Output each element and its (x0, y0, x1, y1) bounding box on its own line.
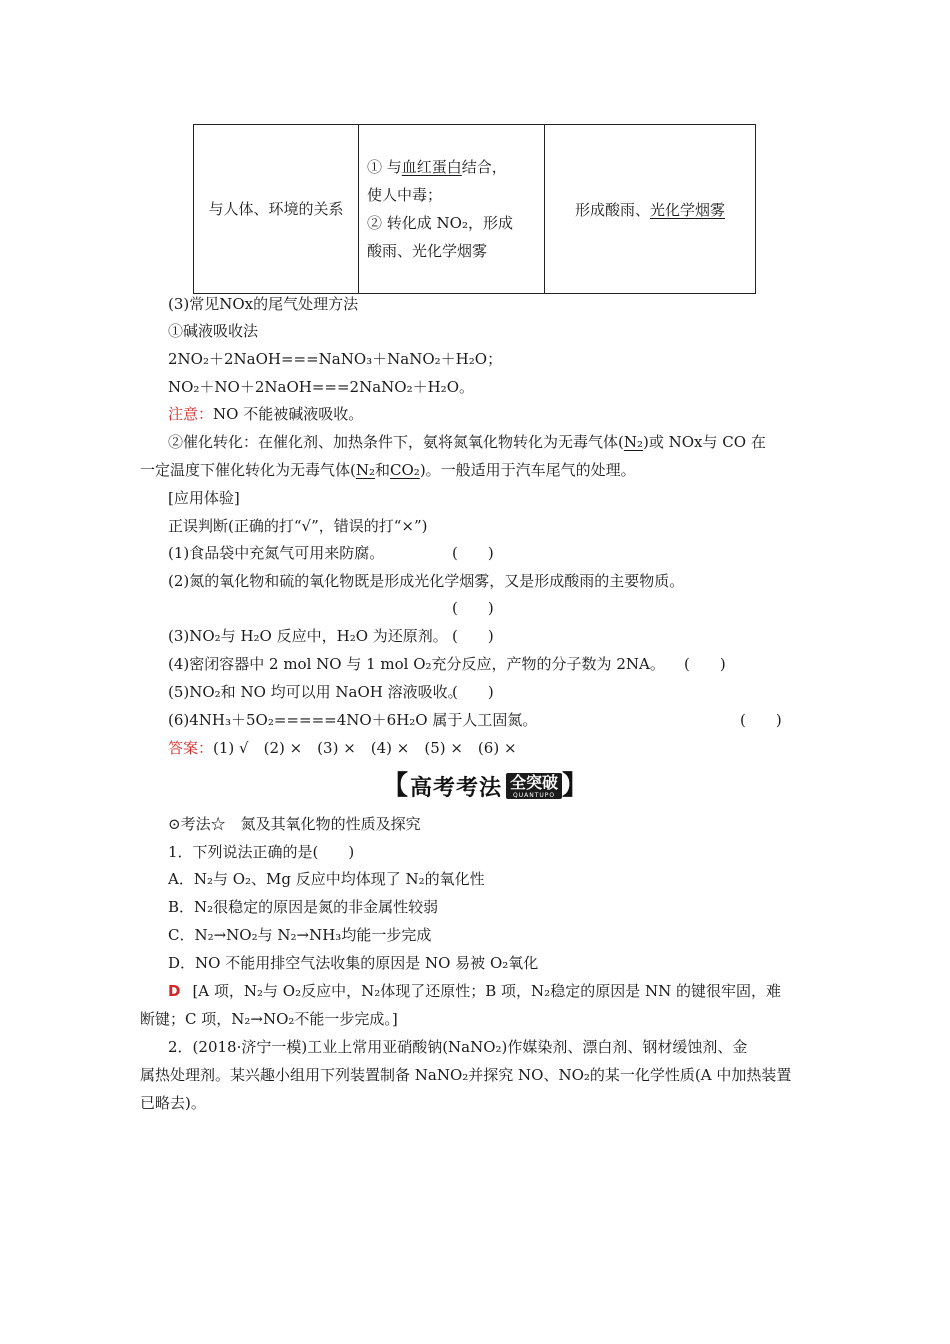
option-b: B．N₂很稳定的原因是氮的非金属性较弱 (168, 898, 439, 916)
question-3: (3)NO₂与 H₂O 反应中，H₂O 为还原剂。 (168, 627, 448, 645)
note-label: 注意： (168, 405, 214, 423)
hemoglobin-underlined: 血红蛋白 (401, 158, 462, 176)
no-item1-line2: 使人中毒； (367, 186, 443, 204)
section-banner (382, 770, 588, 802)
explanation-line2: 断键；C 项，N₂→NO₂不能一步完成。] (140, 1010, 398, 1028)
answer-text: (1) √ (2) × (3) × (4) × (5) × (6) × (213, 739, 517, 757)
practice-title: [应用体验] (168, 489, 240, 507)
question-5: (5)NO₂和 NO 均可以用 NaOH 溶液吸收。 (168, 683, 463, 701)
row-label: 与人体、环境的关系 (208, 200, 344, 218)
answer-blank-3: ( ) (452, 627, 494, 645)
method-heading: ⊙考法☆ 氮及其氧化物的性质及探究 (168, 815, 421, 833)
nox-properties-table (193, 124, 756, 294)
method1-heading: ①碱液吸收法 (168, 322, 259, 340)
no2-column-cell: 形成酸雨、光化学烟雾 (545, 125, 756, 294)
section3-heading: (3)常见NOx的尾气处理方法 (168, 295, 359, 313)
option-d: D．NO 不能用排空气法收集的原因是 NO 易被 O₂氧化 (168, 954, 539, 972)
mq2-line1: 2．(2018·济宁一模)工业上常用亚硝酸钠(NaNO₂)作媒染剂、漂白剂、钢材缓蚀剂、金 (168, 1038, 748, 1056)
mq1-stem: 1．下列说法正确的是( ) (168, 843, 355, 861)
banner-right-bracket: 】 (562, 771, 589, 801)
row-label-cell (194, 125, 359, 294)
no-item2-line1: ② 转化成 NO₂，形成 (367, 214, 513, 232)
method2-line1: ②催化转化：在催化剂、加热条件下，氨将氮氧化物转化为无毒气体(N₂)或 NOx与 CO 在 (168, 433, 766, 451)
banner-left-bracket: 【 (382, 771, 409, 801)
banner-title: 高考考法 (410, 775, 503, 801)
no-column-cell (359, 125, 545, 294)
practice-instruction: 正误判断(正确的打“√”，错误的打“×”) (168, 517, 428, 535)
answer-blank-5: ( ) (452, 683, 494, 701)
note-line (168, 403, 363, 425)
answer-blank-4: ( ) (684, 655, 726, 673)
table-row (194, 125, 756, 294)
answer-line (168, 737, 517, 759)
question-6: (6)4NH₃＋5O₂=====4NO＋6H₂O 属于人工固氮。 (168, 711, 538, 729)
mq2-line2: 属热处理剂。某兴趣小组用下列装置制备 NaNO₂并探究 NO、NO₂的某一化学性质(A 中加热装置 (140, 1066, 792, 1084)
answer-blank-6: ( ) (740, 711, 782, 729)
explanation-line1: D [A 项，N₂与 O₂反应中，N₂体现了还原性；B 项，N₂稳定的原因是 NN 的键很牢固，难 (168, 982, 781, 1000)
equation-1: 2NO₂＋2NaOH===NaNO₃＋NaNO₂＋H₂O； (168, 350, 503, 368)
question-2: (2)氮的氧化物和硫的氧化物既是形成光化学烟雾，又是形成酸雨的主要物质。 (168, 572, 685, 590)
equation-2: NO₂＋NO＋2NaOH===2NaNO₂＋H₂O。 (168, 378, 474, 396)
method2-line2: 一定温度下催化转化为无毒气体(N₂和CO₂)。一般适用于汽车尾气的处理。 (140, 461, 636, 479)
mq2-line3: 已略去)。 (140, 1094, 206, 1112)
option-a: A．N₂与 O₂、Mg 反应中均体现了 N₂的氧化性 (168, 870, 485, 888)
option-c: C．N₂→NO₂与 N₂→NH₃均能一步完成 (168, 926, 432, 944)
smog-underlined: 光化学烟雾 (650, 200, 726, 219)
answer-label: 答案： (168, 739, 214, 757)
question-4: (4)密闭容器中 2 mol NO 与 1 mol O₂充分反应，产物的分子数为 2NA。 (168, 655, 665, 673)
no-item2-line2: 酸雨、光化学烟雾 (367, 242, 488, 260)
no-item1: ① 与血红蛋白结合， (367, 158, 507, 176)
question-1: (1)食品袋中充氮气可用来防腐。 (168, 544, 385, 562)
answer-blank-2: ( ) (452, 599, 494, 617)
banner-badge: 全突破 QUANTUPO (506, 773, 562, 799)
answer-blank-1: ( ) (452, 544, 494, 562)
note-text: NO 不能被碱液吸收。 (213, 405, 364, 423)
answer-letter: D (168, 982, 181, 1000)
